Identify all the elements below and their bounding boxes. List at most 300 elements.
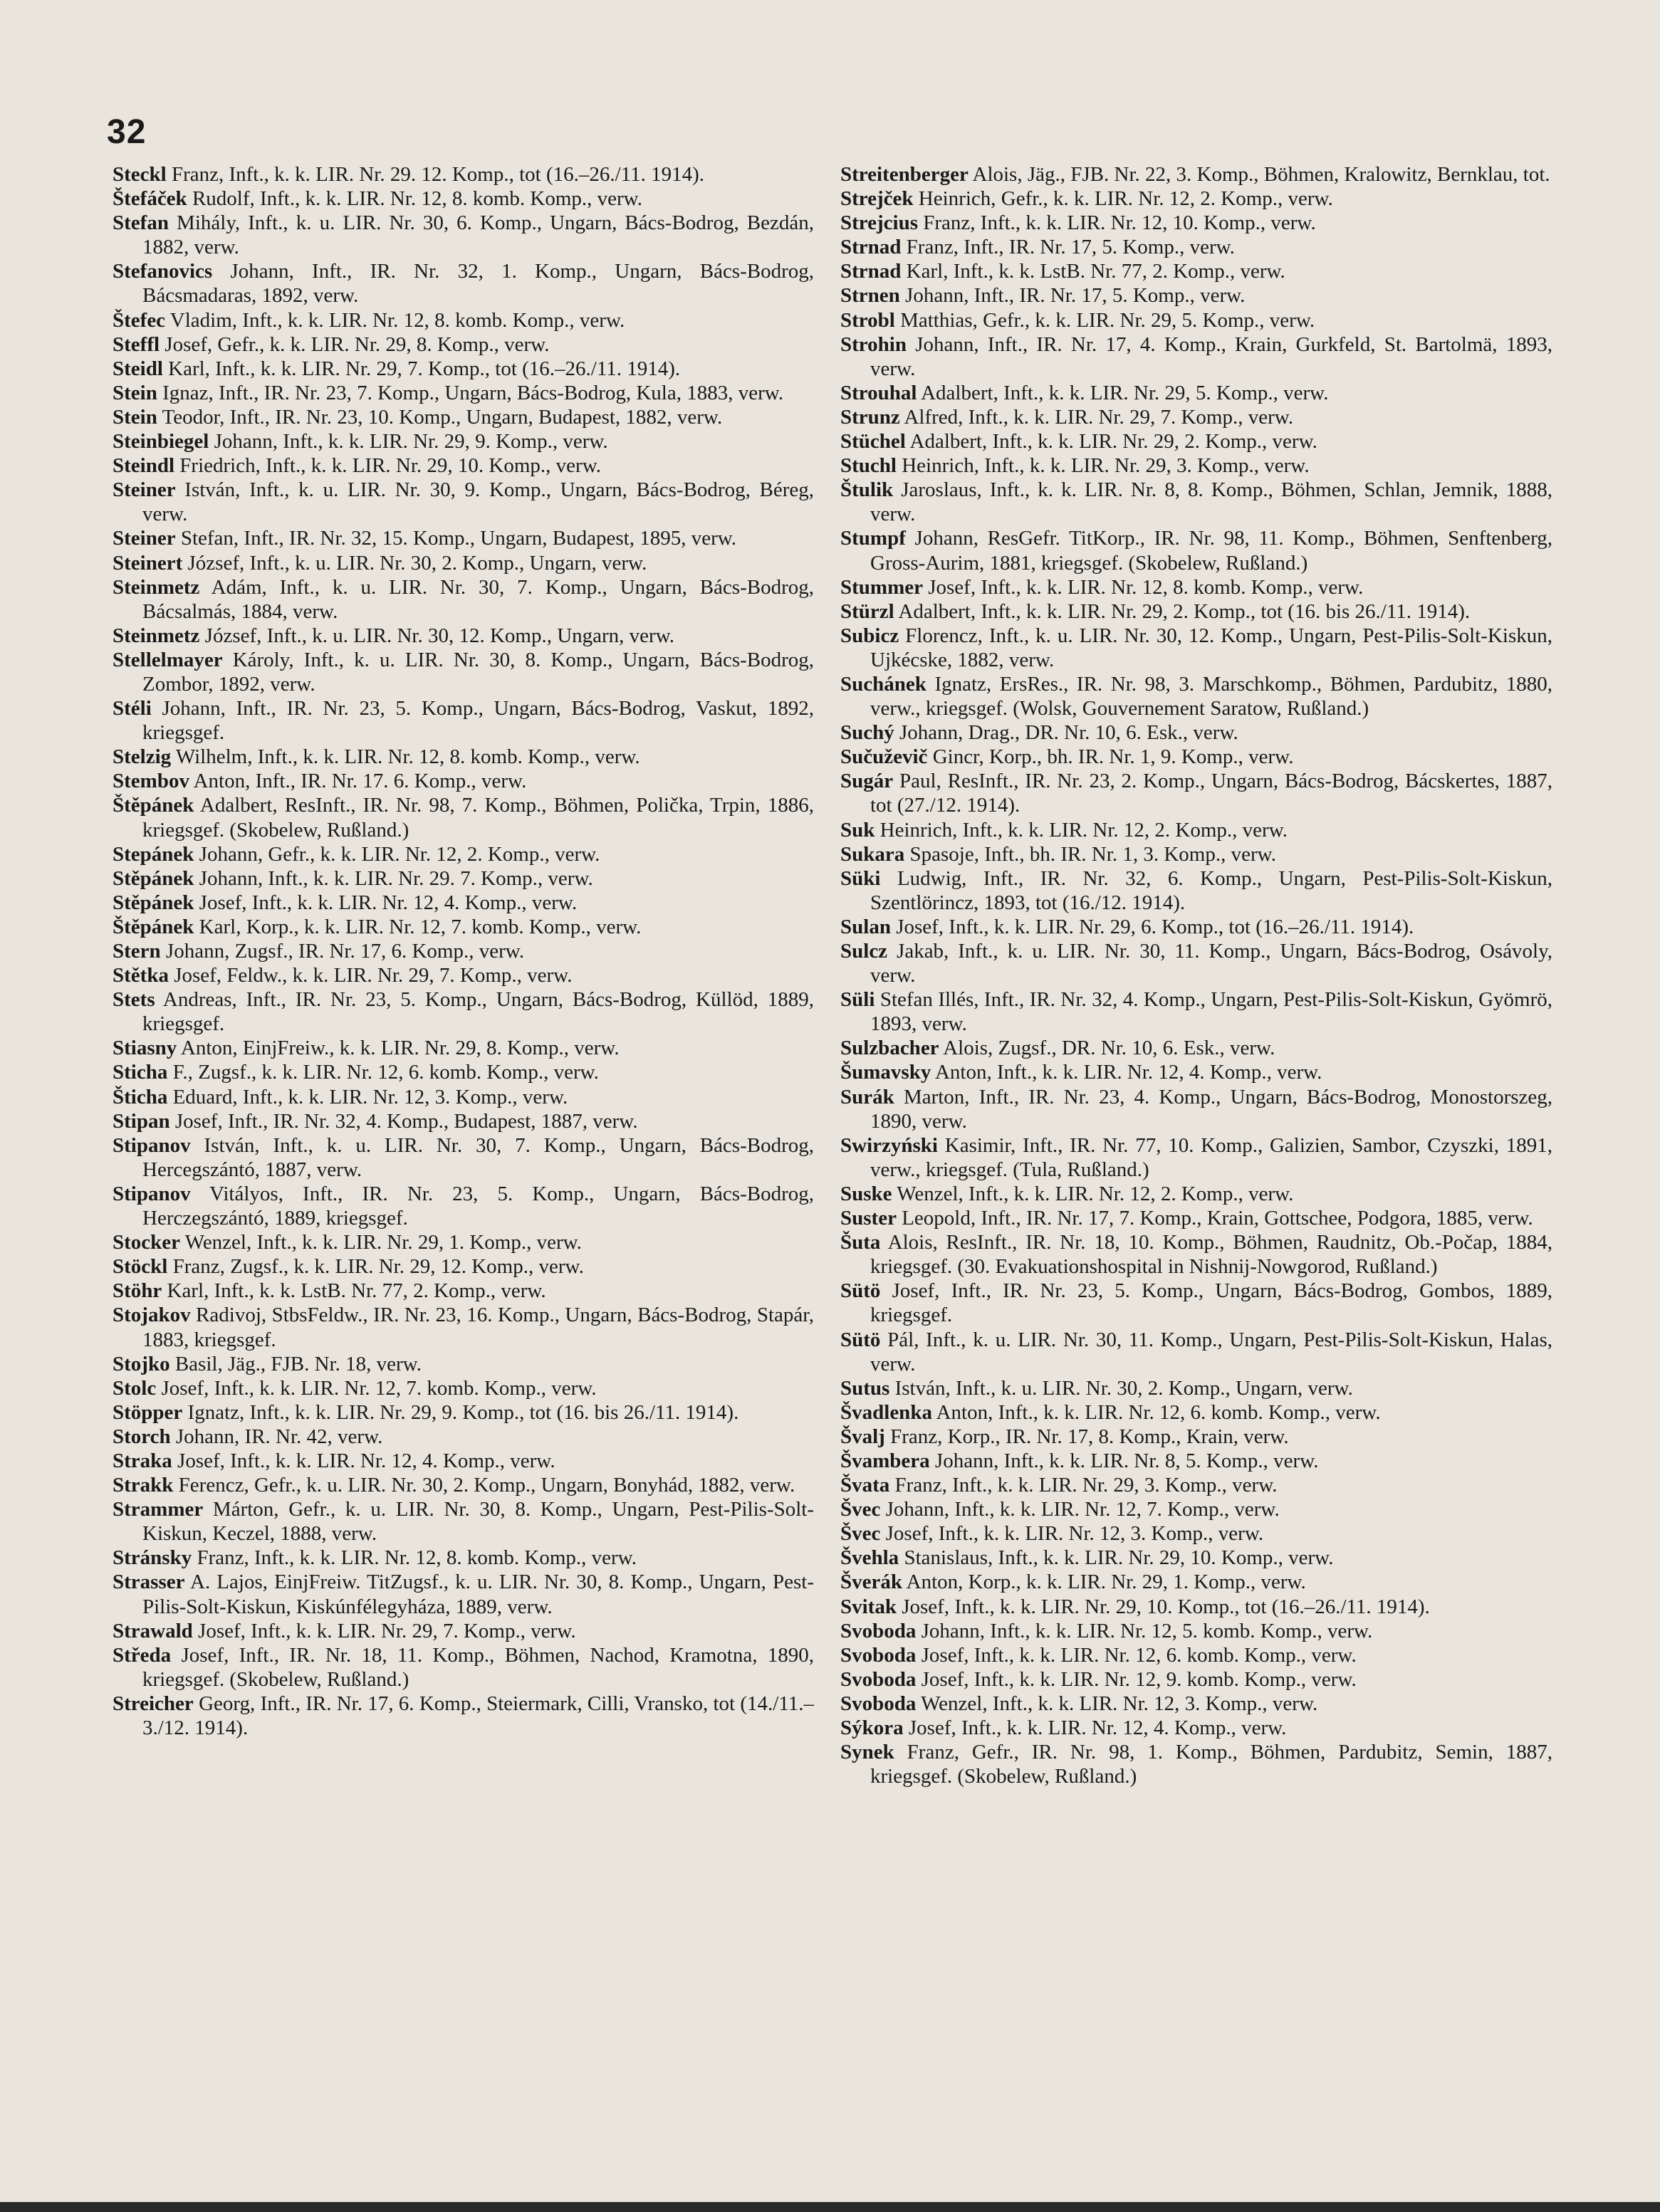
- casualty-entry: [113, 1085, 814, 1109]
- entry-details: Josef, Inft., IR. Nr. 32, 4. Komp., Budapest, 1887, verw.: [174, 1109, 638, 1133]
- entry-surname: Štefec: [113, 308, 166, 332]
- casualty-entry: [113, 1425, 814, 1449]
- entry-details: Basil, Jäg., FJB. Nr. 18, verw.: [174, 1352, 422, 1375]
- entry-surname: Svitak: [840, 1595, 897, 1618]
- entry-surname: Sutus: [840, 1376, 890, 1400]
- entry-surname: Sýkora: [840, 1716, 904, 1739]
- entry-details: Károly, Inft., k. u. LIR. Nr. 30, 8. Komp., Ungarn, Bács-Bodrog, Zombor, 1892, verw.: [142, 648, 815, 696]
- casualty-entry: [113, 963, 814, 987]
- casualty-entry: [840, 745, 1552, 769]
- entry-details: István, Inft., k. u. LIR. Nr. 30, 7. Komp., Ungarn, Bács-Bodrog, Hercegszántó, 1887, verw.: [142, 1133, 815, 1181]
- entry-details: Johann, Inft., IR. Nr. 17, 4. Komp., Krain, Gurkfeld, St. Bartolmä, 1893, verw.: [870, 332, 1553, 380]
- entry-details: Stanislaus, Inft., k. k. LIR. Nr. 29, 10. Komp., verw.: [904, 1546, 1334, 1570]
- entry-surname: Streicher: [113, 1692, 194, 1715]
- entry-details: Josef, Inft., IR. Nr. 18, 11. Komp., Böhmen, Nachod, Kramotna, 1890, kriegsgef. (Skobelew, Rußland.): [142, 1643, 814, 1691]
- entry-surname: Swirzyński: [840, 1133, 938, 1157]
- entry-details: Wenzel, Inft., k. k. LIR. Nr. 29, 1. Komp., verw.: [184, 1231, 582, 1254]
- entry-surname: Steindl: [113, 454, 175, 478]
- entry-details: Franz, Korp., IR. Nr. 17, 8. Komp., Krain, verw.: [890, 1425, 1289, 1448]
- entry-details: Karl, Inft., k. k. LIR. Nr. 29, 7. Komp., tot (16.–26./11. 1914).: [168, 357, 681, 380]
- entry-details: Josef, Inft., k. k. LIR. Nr. 12, 4. Komp., verw.: [908, 1716, 1287, 1739]
- casualty-entry: [840, 1182, 1552, 1206]
- entry-surname: Stumpf: [840, 527, 906, 550]
- casualty-entry: [113, 357, 814, 381]
- entry-surname: Středa: [113, 1643, 172, 1667]
- entry-surname: Sulcz: [840, 940, 888, 963]
- entry-surname: Stelzig: [113, 745, 172, 769]
- entry-details: Leopold, Inft., IR. Nr. 17, 7. Komp., Krain, Gottschee, Podgora, 1885, verw.: [902, 1207, 1533, 1230]
- casualty-entry: [113, 1400, 814, 1425]
- casualty-entry: [840, 1230, 1552, 1279]
- casualty-entry: [113, 769, 814, 793]
- entry-details: Karl, Korp., k. k. LIR. Nr. 12, 7. komb. Komp., verw.: [199, 915, 642, 938]
- entry-details: Heinrich, Gefr., k. k. LIR. Nr. 12, 2. Komp., verw.: [918, 187, 1333, 211]
- entry-details: István, Inft., k. u. LIR. Nr. 30, 9. Komp., Ungarn, Bács-Bodrog, Béreg, verw.: [142, 478, 815, 526]
- entry-surname: Stöhr: [113, 1279, 162, 1303]
- entry-surname: Šticha: [113, 1085, 168, 1108]
- casualty-entry: [113, 1643, 814, 1692]
- entry-details: Ignaz, Inft., IR. Nr. 23, 7. Komp., Ungarn, Bács-Bodrog, Kula, 1883, verw.: [162, 381, 784, 404]
- entry-details: Wenzel, Inft., k. k. LIR. Nr. 12, 2. Komp., verw.: [897, 1182, 1294, 1205]
- entry-details: Matthias, Gefr., k. k. LIR. Nr. 29, 5. Komp., verw.: [900, 308, 1315, 332]
- entry-details: Johann, Inft., k. k. LIR. Nr. 29, 9. Komp., verw.: [214, 430, 608, 454]
- casualty-entry: [840, 308, 1552, 332]
- casualty-entry: [840, 235, 1552, 259]
- casualty-entry: [113, 332, 814, 357]
- entry-surname: Süki: [840, 866, 881, 890]
- entry-surname: Švalj: [840, 1425, 885, 1448]
- casualty-entry: [840, 381, 1552, 405]
- casualty-entry: [113, 987, 814, 1036]
- casualty-entry: [840, 1740, 1552, 1788]
- entry-details: Ignatz, ErsRes., IR. Nr. 98, 3. Marschkomp., Böhmen, Pardubitz, 1880, verw., kriegsgef. (Wolsk, Gouvernement Saratow, Rußland.): [870, 672, 1553, 720]
- casualty-entry: [113, 648, 814, 696]
- casualty-entry: [840, 259, 1552, 283]
- casualty-entry: [113, 1619, 814, 1643]
- entry-surname: Stojakov: [113, 1304, 191, 1327]
- entry-details: Anton, Inft., k. k. LIR. Nr. 12, 6. komb. Komp., verw.: [936, 1400, 1381, 1424]
- entry-surname: Straka: [113, 1449, 172, 1472]
- entry-surname: Steiner: [113, 527, 176, 550]
- entry-details: Johann, Inft., k. k. LIR. Nr. 12, 5. komb. Komp., verw.: [921, 1619, 1373, 1642]
- casualty-entry: [840, 1546, 1552, 1570]
- casualty-entry: [840, 818, 1552, 842]
- entry-surname: Stětka: [113, 964, 169, 987]
- entry-surname: Stiasny: [113, 1037, 177, 1060]
- casualty-entry: [113, 915, 814, 939]
- casualty-entry: [840, 987, 1552, 1036]
- entry-surname: Streitenberger: [840, 163, 969, 186]
- entry-surname: Stéli: [113, 697, 152, 720]
- casualty-entry: [113, 1473, 814, 1497]
- entry-surname: Steffl: [113, 332, 160, 356]
- entry-details: Anton, Korp., k. k. LIR. Nr. 29, 1. Komp., verw.: [906, 1571, 1306, 1594]
- entry-details: Johann, Zugsf., IR. Nr. 17, 6. Komp., verw.: [165, 940, 525, 963]
- casualty-entry: [840, 1279, 1552, 1327]
- entry-surname: Strejček: [840, 187, 914, 211]
- entry-surname: Strnen: [840, 284, 900, 308]
- entry-details: Alois, Zugsf., DR. Nr. 10, 6. Esk., verw.: [943, 1037, 1275, 1060]
- casualty-entry: [113, 1570, 814, 1618]
- entry-details: Johann, IR. Nr. 42, verw.: [175, 1425, 383, 1448]
- entry-surname: Stummer: [840, 575, 923, 599]
- entry-details: Franz, Zugsf., k. k. LIR. Nr. 29, 12. Komp., verw.: [172, 1255, 584, 1279]
- entry-surname: Stěpánek: [113, 891, 194, 914]
- entry-details: Franz, Gefr., IR. Nr. 98, 1. Komp., Böhmen, Pardubitz, Semin, 1887, kriegsgef. (Skobelew, Rußland.): [870, 1741, 1552, 1788]
- entry-details: Karl, Inft., k. k. LstB. Nr. 77, 2. Komp., verw.: [167, 1279, 546, 1303]
- casualty-entry: [840, 429, 1552, 454]
- casualty-entry: [840, 1497, 1552, 1521]
- entry-surname: Stefanovics: [113, 260, 213, 283]
- entry-surname: Stöpper: [113, 1400, 183, 1424]
- entry-details: Gincr, Korp., bh. IR. Nr. 1, 9. Komp., verw.: [932, 745, 1294, 769]
- entry-surname: Stein: [113, 405, 157, 429]
- entry-details: Josef, Inft., k. k. LIR. Nr. 12, 7. komb. Komp., verw.: [161, 1376, 597, 1400]
- entry-surname: Storch: [113, 1425, 171, 1448]
- entry-surname: Stembov: [113, 770, 189, 793]
- casualty-entry: [840, 1716, 1552, 1740]
- entry-details: Pál, Inft., k. u. LIR. Nr. 30, 11. Komp., Ungarn, Pest-Pilis-Solt-Kiskun, Halas, verw.: [870, 1328, 1552, 1375]
- entry-details: Radivoj, StbsFeldw., IR. Nr. 23, 16. Komp., Ungarn, Bács-Bodrog, Stapár, 1883, kriegsgef.: [142, 1304, 815, 1351]
- casualty-entry: [113, 1254, 814, 1279]
- entry-details: Anton, EinjFreiw., k. k. LIR. Nr. 29, 8. Komp., verw.: [180, 1037, 620, 1060]
- casualty-entry: [840, 1400, 1552, 1425]
- entry-surname: Svoboda: [840, 1643, 917, 1667]
- entry-details: István, Inft., k. u. LIR. Nr. 30, 2. Komp., Ungarn, verw.: [894, 1376, 1353, 1400]
- entry-details: Georg, Inft., IR. Nr. 17, 6. Komp., Steiermark, Cilli, Vransko, tot (14./11.–3./12. 1914).: [142, 1692, 814, 1739]
- casualty-entry: [840, 1060, 1552, 1084]
- entry-surname: Strammer: [113, 1498, 204, 1521]
- entry-surname: Štěpánek: [113, 915, 194, 938]
- casualty-entry: [840, 672, 1552, 720]
- entry-surname: Strunz: [840, 405, 900, 429]
- entry-details: Johann, Drag., DR. Nr. 10, 6. Esk., verw.: [899, 721, 1238, 745]
- casualty-entry: [113, 381, 814, 405]
- entry-surname: Suk: [840, 818, 875, 842]
- entry-surname: Strouhal: [840, 381, 917, 404]
- entry-details: A. Lajos, EinjFreiw. TitZugsf., k. u. LIR. Nr. 30, 8. Komp., Ungarn, Pest-Pilis-Solt-Kiskun, Kiskúnfélegyháza, 1889, verw.: [142, 1571, 814, 1618]
- entry-details: Adám, Inft., k. u. LIR. Nr. 30, 7. Komp., Ungarn, Bács-Bodrog, Bácsalmás, 1884, verw.: [142, 575, 814, 623]
- entry-details: Anton, Inft., k. k. LIR. Nr. 12, 4. Komp., verw.: [934, 1061, 1322, 1084]
- entry-details: Johann, Inft., k. k. LIR. Nr. 12, 7. Komp., verw.: [885, 1498, 1280, 1521]
- entry-details: Marton, Inft., IR. Nr. 23, 4. Komp., Ungarn, Bács-Bodrog, Monostorszeg, 1890, verw.: [870, 1085, 1553, 1133]
- entry-details: Josef, Inft., k. k. LIR. Nr. 12, 8. komb. Komp., verw.: [928, 575, 1364, 599]
- entry-surname: Strobl: [840, 308, 895, 332]
- casualty-entry: [113, 793, 814, 842]
- entry-surname: Stürzl: [840, 599, 894, 623]
- entry-surname: Süli: [840, 988, 875, 1012]
- entry-surname: Sučuževič: [840, 745, 928, 769]
- casualty-entry: [113, 1546, 814, 1570]
- entry-details: Vitályos, Inft., IR. Nr. 23, 5. Komp., Ungarn, Bács-Bodrog, Herczegszántó, 1889, kriegsgef.: [142, 1182, 814, 1230]
- entry-details: Josef, Feldw., k. k. LIR. Nr. 29, 7. Komp., verw.: [174, 964, 573, 987]
- casualty-entry: [840, 866, 1552, 915]
- casualty-entry: [840, 720, 1552, 745]
- entry-details: Stefan, Inft., IR. Nr. 32, 15. Komp., Ungarn, Budapest, 1895, verw.: [180, 527, 737, 550]
- entry-details: Jaroslaus, Inft., k. k. LIR. Nr. 8, 8. Komp., Böhmen, Schlan, Jemnik, 1888, verw.: [870, 478, 1553, 526]
- entry-details: Friedrich, Inft., k. k. LIR. Nr. 29, 10. Komp., verw.: [179, 454, 602, 478]
- casualty-entry: [113, 526, 814, 550]
- entry-surname: Strasser: [113, 1571, 185, 1594]
- casualty-entry: [113, 162, 814, 187]
- entry-details: Josef, Inft., k. k. LIR. Nr. 12, 6. komb. Komp., verw.: [921, 1643, 1357, 1667]
- entry-surname: Stöckl: [113, 1255, 168, 1279]
- entry-surname: Steinert: [113, 551, 183, 575]
- entry-surname: Švata: [840, 1474, 890, 1497]
- casualty-entry: [840, 332, 1552, 381]
- casualty-entry: [840, 1570, 1552, 1594]
- casualty-entry: [113, 866, 814, 891]
- entry-surname: Stets: [113, 988, 155, 1012]
- entry-surname: Stojko: [113, 1352, 170, 1375]
- entry-surname: Sukara: [840, 842, 905, 866]
- casualty-entry: [113, 1060, 814, 1084]
- entry-details: Franz, Inft., k. k. LIR. Nr. 29. 12. Komp., tot (16.–26./11. 1914).: [171, 163, 704, 186]
- entry-details: Jakab, Inft., k. u. LIR. Nr. 30, 11. Komp., Ungarn, Bács-Bodrog, Osávoly, verw.: [870, 940, 1552, 987]
- entry-surname: Sütö: [840, 1279, 881, 1303]
- casualty-entry: [113, 1497, 814, 1546]
- entry-surname: Svoboda: [840, 1667, 917, 1691]
- entry-details: Johann, Inft., k. k. LIR. Nr. 29. 7. Komp., verw.: [199, 866, 593, 890]
- casualty-entry: [840, 283, 1552, 308]
- entry-surname: Sütö: [840, 1328, 881, 1351]
- entry-details: Wenzel, Inft., k. k. LIR. Nr. 12, 3. Komp., verw.: [921, 1692, 1318, 1715]
- entry-surname: Strnad: [840, 236, 902, 259]
- entry-surname: Subicz: [840, 624, 899, 647]
- casualty-entry: [840, 939, 1552, 987]
- entry-surname: Švambera: [840, 1449, 930, 1472]
- entry-surname: Švehla: [840, 1546, 899, 1570]
- entry-surname: Steinbiegel: [113, 430, 209, 454]
- casualty-entry: [840, 915, 1552, 939]
- casualty-entry: [113, 1133, 814, 1182]
- casualty-entry: [113, 1109, 814, 1133]
- entry-surname: Šumavsky: [840, 1061, 931, 1084]
- casualty-entry: [113, 478, 814, 526]
- entry-details: Johann, Inft., IR. Nr. 23, 5. Komp., Ungarn, Bács-Bodrog, Vaskut, 1892, kriegsgef.: [142, 697, 814, 745]
- entry-details: Alois, Jäg., FJB. Nr. 22, 3. Komp., Böhmen, Kralowitz, Bernklau, tot.: [972, 163, 1550, 186]
- entry-details: Paul, ResInft., IR. Nr. 23, 2. Komp., Ungarn, Bács-Bodrog, Bácskertes, 1887, tot (27./12. 1914).: [870, 770, 1553, 817]
- entry-surname: Šuta: [840, 1231, 881, 1254]
- casualty-entry: [113, 1303, 814, 1351]
- casualty-entry: [840, 1619, 1552, 1643]
- entry-surname: Strohin: [840, 332, 907, 356]
- entry-details: Adalbert, Inft., k. k. LIR. Nr. 29, 2. Komp., verw.: [909, 430, 1317, 454]
- casualty-entry: [840, 842, 1552, 866]
- scan-bottom-edge: [0, 2202, 1660, 2212]
- entry-surname: Stepánek: [113, 842, 194, 866]
- entry-surname: Stefan: [113, 211, 169, 235]
- entry-surname: Šverák: [840, 1571, 902, 1594]
- casualty-entry: [113, 1182, 814, 1230]
- column-divider: [833, 160, 834, 2082]
- entry-details: Stefan Illés, Inft., IR. Nr. 32, 4. Komp., Ungarn, Pest-Pilis-Solt-Kiskun, Gyömrö, 1893, verw.: [870, 988, 1553, 1036]
- casualty-entry: [840, 187, 1552, 211]
- entry-surname: Stipanov: [113, 1133, 191, 1157]
- casualty-entry: [840, 1376, 1552, 1400]
- entry-surname: Sulzbacher: [840, 1037, 939, 1060]
- entry-surname: Suchánek: [840, 672, 926, 696]
- entry-details: Adalbert, ResInft., IR. Nr. 98, 7. Komp., Böhmen, Polička, Trpin, 1886, kriegsgef. (Skobelew, Rußland.): [142, 794, 814, 842]
- casualty-entry: [113, 1279, 814, 1303]
- entry-details: Eduard, Inft., k. k. LIR. Nr. 12, 3. Komp., verw.: [172, 1085, 568, 1108]
- entry-details: Josef, Inft., k. k. LIR. Nr. 12, 4. Komp., verw.: [177, 1449, 555, 1472]
- casualty-entry: [113, 429, 814, 454]
- entry-surname: Sugár: [840, 770, 894, 793]
- entry-details: Vladim, Inft., k. k. LIR. Nr. 12, 8. komb. Komp., verw.: [169, 308, 625, 332]
- casualty-entry: [113, 1449, 814, 1473]
- casualty-entry: [840, 454, 1552, 478]
- casualty-entry: [113, 575, 814, 624]
- casualty-entry: [113, 891, 814, 915]
- entry-details: Johann, Inft., IR. Nr. 17, 5. Komp., verw.: [905, 284, 1246, 308]
- entry-surname: Stern: [113, 940, 161, 963]
- entry-details: Adalbert, Inft., k. k. LIR. Nr. 29, 5. Komp., verw.: [921, 381, 1329, 404]
- casualty-entry: [113, 842, 814, 866]
- entry-details: Johann, ResGefr. TitKorp., IR. Nr. 98, 11. Komp., Böhmen, Senftenberg, Gross-Aurim, 1881, kriegsgef. (Skobelew, Rußland.): [870, 527, 1553, 575]
- entry-surname: Synek: [840, 1741, 894, 1764]
- casualty-entry: [113, 1230, 814, 1254]
- entry-surname: Stěpánek: [113, 866, 194, 890]
- entry-details: Spasoje, Inft., bh. IR. Nr. 1, 3. Komp., verw.: [909, 842, 1276, 866]
- entry-surname: Svoboda: [840, 1619, 917, 1642]
- entry-details: Alfred, Inft., k. k. LIR. Nr. 29, 7. Komp., verw.: [904, 405, 1294, 429]
- right-column: [840, 162, 1552, 1788]
- entry-details: Josef, Inft., k. k. LIR. Nr. 29, 10. Komp., tot (16.–26./11. 1914).: [902, 1595, 1430, 1618]
- entry-surname: Strawald: [113, 1619, 193, 1642]
- entry-surname: Strakk: [113, 1474, 174, 1497]
- casualty-entry: [113, 259, 814, 308]
- entry-surname: Suster: [840, 1207, 897, 1230]
- entry-surname: Švadlenka: [840, 1400, 932, 1424]
- entry-details: Josef, Inft., k. k. LIR. Nr. 29, 7. Komp., verw.: [198, 1619, 576, 1642]
- entry-surname: Stránsky: [113, 1546, 192, 1570]
- entry-details: Johann, Inft., IR. Nr. 32, 1. Komp., Ungarn, Bács-Bodrog, Bácsmadaras, 1892, verw.: [142, 260, 815, 308]
- casualty-entry: [840, 1206, 1552, 1230]
- entry-surname: Štulik: [840, 478, 894, 502]
- casualty-entry: [840, 624, 1552, 672]
- entry-surname: Steinmetz: [113, 575, 200, 599]
- entry-details: Josef, Inft., k. k. LIR. Nr. 12, 4. Komp., verw.: [199, 891, 578, 914]
- entry-surname: Steckl: [113, 163, 167, 186]
- page-number: 32: [107, 113, 147, 151]
- entry-details: Ludwig, Inft., IR. Nr. 32, 6. Komp., Ungarn, Pest-Pilis-Solt-Kiskun, Szentlörincz, 1893, tot (16./12. 1914).: [870, 866, 1552, 914]
- casualty-entry: [113, 1376, 814, 1400]
- entry-details: Josef, Gefr., k. k. LIR. Nr. 29, 8. Komp., verw.: [165, 332, 550, 356]
- entry-surname: Suchý: [840, 721, 894, 745]
- entry-details: Heinrich, Inft., k. k. LIR. Nr. 12, 2. Komp., verw.: [879, 818, 1288, 842]
- casualty-entry: [840, 1643, 1552, 1667]
- entry-surname: Stocker: [113, 1231, 181, 1254]
- entry-details: Andreas, Inft., IR. Nr. 23, 5. Komp., Ungarn, Bács-Bodrog, Küllöd, 1889, kriegsgef.: [142, 988, 814, 1036]
- entry-details: József, Inft., k. u. LIR. Nr. 30, 2. Komp., Ungarn, verw.: [187, 551, 647, 575]
- casualty-entry: [840, 1692, 1552, 1716]
- casualty-entry: [840, 1521, 1552, 1546]
- entry-surname: Steinmetz: [113, 624, 200, 647]
- entry-surname: Steiner: [113, 478, 176, 502]
- casualty-entry: [840, 1449, 1552, 1473]
- entry-details: Alois, ResInft., IR. Nr. 18, 10. Komp., Böhmen, Raudnitz, Ob.-Počap, 1884, kriegsgef. (30. Evakuationshospital in Nishnij-Nowgorod, Rußland.): [870, 1231, 1552, 1279]
- casualty-entry: [113, 405, 814, 429]
- casualty-entry: [113, 187, 814, 211]
- entry-details: Franz, Inft., k. k. LIR. Nr. 12, 8. komb. Komp., verw.: [197, 1546, 637, 1570]
- entry-surname: Sticha: [113, 1061, 168, 1084]
- entry-details: Josef, Inft., k. k. LIR. Nr. 12, 9. komb. Komp., verw.: [921, 1667, 1357, 1691]
- entry-surname: Stolc: [113, 1376, 157, 1400]
- entry-surname: Suske: [840, 1182, 892, 1205]
- casualty-entry: [113, 551, 814, 575]
- casualty-entry: [113, 308, 814, 332]
- entry-details: Josef, Inft., k. k. LIR. Nr. 12, 3. Komp., verw.: [885, 1522, 1264, 1546]
- casualty-entry: [840, 162, 1552, 187]
- entry-surname: Švec: [840, 1498, 881, 1521]
- casualty-entry: [840, 1425, 1552, 1449]
- entry-details: Adalbert, Inft., k. k. LIR. Nr. 29, 2. Komp., tot (16. bis 26./11. 1914).: [898, 599, 1471, 623]
- casualty-entry: [840, 405, 1552, 429]
- entry-details: Johann, Gefr., k. k. LIR. Nr. 12, 2. Komp., verw.: [199, 842, 600, 866]
- entry-surname: Stüchel: [840, 430, 906, 454]
- casualty-entry: [113, 454, 814, 478]
- entry-details: Franz, Inft., IR. Nr. 17, 5. Komp., verw.: [906, 236, 1235, 259]
- entry-details: Josef, Inft., k. k. LIR. Nr. 29, 6. Komp., tot (16.–26./11. 1914).: [896, 915, 1414, 938]
- casualty-entry: [840, 769, 1552, 817]
- entry-details: Heinrich, Inft., k. k. LIR. Nr. 29, 3. Komp., verw.: [902, 454, 1310, 478]
- entry-surname: Surák: [840, 1085, 894, 1108]
- casualty-entry: [840, 1667, 1552, 1692]
- casualty-entry: [113, 624, 814, 648]
- casualty-entry: [840, 478, 1552, 526]
- entry-surname: Strnad: [840, 260, 902, 283]
- entry-details: József, Inft., k. u. LIR. Nr. 30, 12. Komp., Ungarn, verw.: [204, 624, 675, 647]
- entry-details: Mihály, Inft., k. u. LIR. Nr. 30, 6. Komp., Ungarn, Bács-Bodrog, Bezdán, 1882, verw.: [142, 211, 814, 259]
- entry-details: Kasimir, Inft., IR. Nr. 77, 10. Komp., Galizien, Sambor, Czyszki, 1891, verw., kriegsgef. (Tula, Rußland.): [870, 1133, 1552, 1181]
- entry-details: Johann, Inft., k. k. LIR. Nr. 8, 5. Komp., verw.: [934, 1449, 1319, 1472]
- casualty-entry: [113, 211, 814, 259]
- casualty-entry: [113, 1036, 814, 1060]
- entry-surname: Švec: [840, 1522, 881, 1546]
- casualty-entry: [840, 599, 1552, 624]
- entry-surname: Stipan: [113, 1109, 170, 1133]
- entry-details: Márton, Gefr., k. u. LIR. Nr. 30, 8. Komp., Ungarn, Pest-Pilis-Solt-Kiskun, Keczel, 1888, verw.: [142, 1498, 814, 1546]
- casualty-entry: [840, 1595, 1552, 1619]
- entry-surname: Stellelmayer: [113, 648, 223, 671]
- entry-details: Karl, Inft., k. k. LstB. Nr. 77, 2. Komp., verw.: [906, 260, 1285, 283]
- casualty-entry: [113, 745, 814, 769]
- entry-details: Teodor, Inft., IR. Nr. 23, 10. Komp., Ungarn, Budapest, 1882, verw.: [162, 405, 723, 429]
- entry-details: Florencz, Inft., k. u. LIR. Nr. 30, 12. Komp., Ungarn, Pest-Pilis-Solt-Kiskun, Ujkécske, 1882, verw.: [870, 624, 1552, 671]
- casualty-entry: [113, 939, 814, 963]
- entry-details: Ferencz, Gefr., k. u. LIR. Nr. 30, 2. Komp., Ungarn, Bonyhád, 1882, verw.: [178, 1474, 795, 1497]
- entry-surname: Stipanov: [113, 1182, 191, 1205]
- casualty-entry: [840, 1133, 1552, 1182]
- casualty-entry: [840, 1473, 1552, 1497]
- casualty-entry: [840, 211, 1552, 235]
- entry-surname: Stein: [113, 381, 157, 404]
- entry-details: Josef, Inft., IR. Nr. 23, 5. Komp., Ungarn, Bács-Bodrog, Gombos, 1889, kriegsgef.: [870, 1279, 1553, 1327]
- entry-details: Anton, Inft., IR. Nr. 17. 6. Komp., verw.: [193, 770, 527, 793]
- casualty-entry: [113, 1352, 814, 1376]
- entry-details: Rudolf, Inft., k. k. LIR. Nr. 12, 8. komb. Komp., verw.: [192, 187, 642, 211]
- casualty-entry: [113, 696, 814, 745]
- casualty-entry: [840, 526, 1552, 575]
- casualty-entry: [840, 1328, 1552, 1376]
- entry-details: Wilhelm, Inft., k. k. LIR. Nr. 12, 8. komb. Komp., verw.: [175, 745, 640, 769]
- entry-surname: Štefáček: [113, 187, 187, 211]
- casualty-entry: [113, 1692, 814, 1740]
- entry-surname: Svoboda: [840, 1692, 917, 1715]
- entry-surname: Steidl: [113, 357, 163, 380]
- casualty-entry: [840, 1036, 1552, 1060]
